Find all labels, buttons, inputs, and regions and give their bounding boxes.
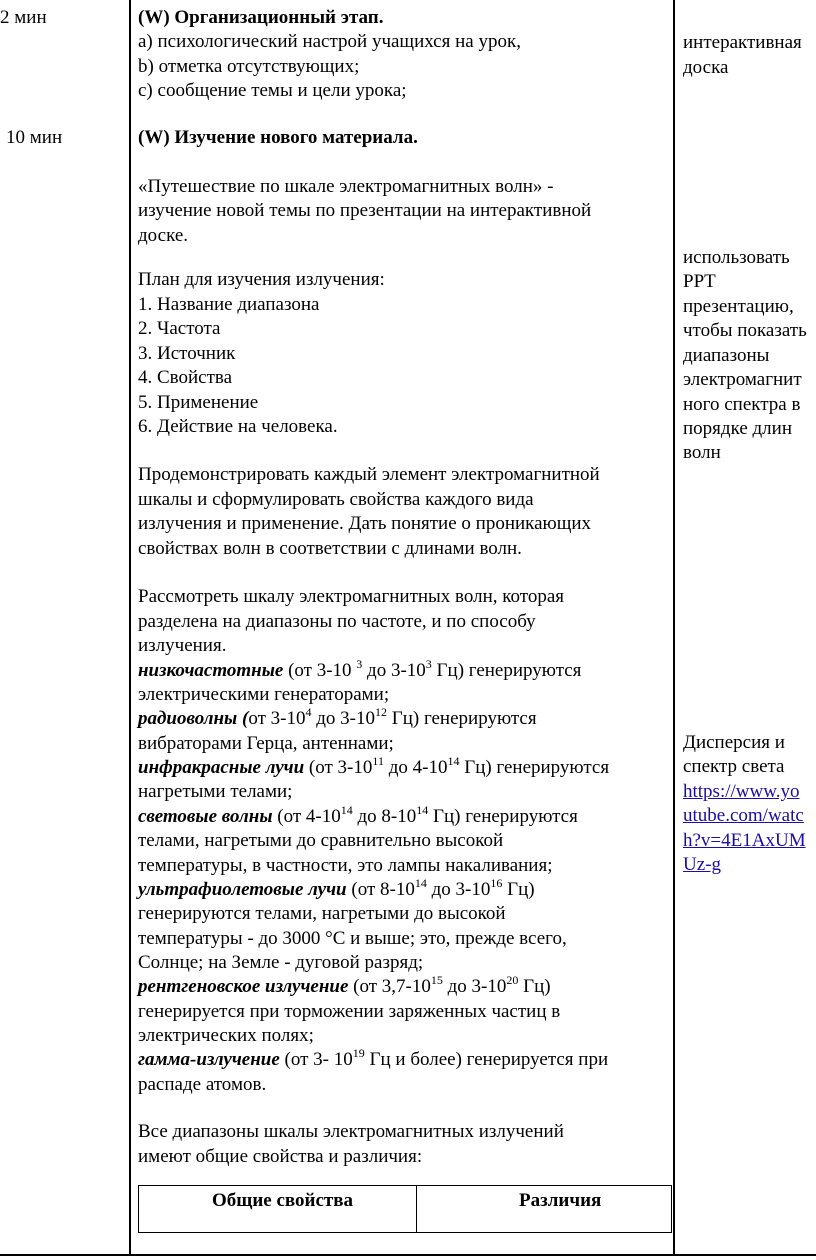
demo-line: шкалы и сформулировать свойства каждого вида: [138, 489, 534, 510]
demo-line: свойствах волн в соответствии с длинами волн.: [138, 538, 522, 559]
plan-item: 1. Название диапазона: [138, 294, 320, 315]
row-time: 2 мин: [0, 7, 47, 28]
band-low-line2: электрическими генераторами;: [138, 684, 390, 705]
band-exponent: 14: [416, 802, 429, 817]
band-gamma-line2: распаде атомов.: [138, 1074, 267, 1095]
band-exponent: 11: [372, 753, 384, 768]
band-xray-line2: генерируется при торможении заряженных частиц в: [138, 1001, 561, 1022]
video-link[interactable]: h?v=4E1AxUM: [683, 830, 806, 851]
band-name: ультрафиолетовые лучи: [138, 879, 347, 900]
summary-line: Все диапазоны шкалы электромагнитных излучений: [138, 1121, 564, 1142]
video-link[interactable]: https://www.yo: [683, 781, 800, 802]
resource-text: ного спектра в: [683, 394, 801, 415]
band-range: (от 3-10: [283, 660, 357, 681]
scale-line: разделена на диапазоны по частоте, и по способу: [138, 611, 536, 632]
band-infrared-line: [138, 753, 610, 781]
demo-line: Продемонстрировать каждый элемент электромагнитной: [138, 464, 600, 485]
band-text: Гц): [502, 879, 535, 900]
stage-title: (W) Организационный этап.: [138, 7, 384, 28]
plan-title: План для изучения излучения:: [138, 269, 385, 290]
stage-title: (W) Изучение нового материала.: [138, 127, 418, 148]
band-visible-line3: температуры, в частности, это лампы накаливания;: [138, 855, 553, 876]
band-exponent: 16: [490, 875, 503, 890]
demo-line: излучения и применение. Дать понятие о проникающих: [138, 513, 592, 534]
band-exponent: 15: [430, 972, 443, 987]
band-uv-line2: генерируются телами, нагретыми до высокой: [138, 903, 506, 924]
band-range: до 8-10: [352, 806, 417, 827]
resource-text: презентацию,: [683, 296, 794, 317]
band-uv-line: [138, 875, 535, 903]
band-text: Гц) генерируются: [459, 757, 610, 778]
band-name: рентгеновское излучение: [138, 976, 349, 997]
stage-item: c) сообщение темы и цели урока;: [138, 80, 407, 101]
resource-text: электромагнит: [683, 369, 802, 390]
resource-text: спектр света: [683, 756, 785, 777]
band-name: инфракрасные лучи: [138, 757, 305, 778]
band-name: световые волны: [138, 806, 273, 827]
band-exponent: 3: [425, 656, 432, 671]
band-range: (от 3,7-10: [348, 976, 431, 997]
band-xray-line3: электрических полях;: [138, 1025, 314, 1046]
band-exponent: 4: [305, 704, 312, 719]
band-exponent: 20: [506, 972, 519, 987]
band-exponent: 14: [447, 753, 460, 768]
band-range: (от 3-10: [304, 757, 373, 778]
column-divider-resources: [673, 0, 675, 1256]
band-range: до 3-10: [442, 976, 507, 997]
resource-text: порядке длин: [683, 418, 792, 439]
band-name: радиоволны (: [138, 708, 249, 729]
resource-text: доска: [683, 57, 729, 78]
intro-line: изучение новой темы по презентации на интерактивной: [138, 200, 592, 221]
plan-item: 4. Свойства: [138, 367, 233, 388]
band-low-line: [138, 656, 582, 684]
band-exponent: 12: [374, 704, 387, 719]
band-visible-line: [138, 802, 578, 830]
band-text: Гц) генерируются: [431, 660, 582, 681]
band-range: до 3-10: [426, 879, 491, 900]
band-text: Гц и более) генерируется при: [364, 1049, 609, 1070]
band-infrared-line2: нагретыми телами;: [138, 781, 293, 802]
band-range: от 3-10: [248, 708, 306, 729]
resource-text: использовать: [683, 247, 790, 268]
resource-text: PPT: [683, 271, 716, 292]
band-range: до 4-10: [383, 757, 448, 778]
band-uv-line3: температуры - до 3000 °С и выше; это, прежде всего,: [138, 928, 567, 949]
intro-line: «Путешествие по шкале электромагнитных волн» -: [138, 176, 554, 197]
band-xray-line: [138, 972, 551, 1000]
band-visible-line2: телами, нагретыми до сравнительно высокой: [138, 830, 504, 851]
band-range: (от 4-10: [272, 806, 341, 827]
band-range: (от 8-10: [346, 879, 415, 900]
band-range: до 3-10: [311, 708, 375, 729]
band-name: гамма-излучение: [138, 1049, 280, 1070]
band-text: Гц) генерируются: [386, 708, 537, 729]
band-exponent: 19: [352, 1045, 365, 1060]
properties-table-divider: [416, 1185, 417, 1233]
band-name: низкочастотные: [138, 660, 284, 681]
stage-item: а) психологический настрой учащихся на урок,: [138, 31, 521, 52]
stage-item: b) отметка отсутствующих;: [138, 56, 360, 77]
band-exponent: 14: [414, 875, 427, 890]
band-gamma-line: [138, 1045, 609, 1073]
summary-line: имеют общие свойства и различия:: [138, 1146, 423, 1167]
band-uv-line4: Солнце; на Земле - дуговой разряд;: [138, 952, 424, 973]
intro-line: доске.: [138, 225, 189, 246]
scale-line: Рассмотреть шкалу электромагнитных волн, которая: [138, 586, 565, 607]
resource-text: диапазоны: [683, 345, 770, 366]
band-radio-line2: вибраторами Герца, антеннами;: [138, 733, 394, 754]
resource-text: волн: [683, 442, 721, 463]
band-range: до 3-10: [362, 660, 426, 681]
plan-item: 2. Частота: [138, 318, 221, 339]
band-range: (от 3- 10: [279, 1049, 353, 1070]
plan-item: 5. Применение: [138, 392, 259, 413]
row-time: 10 мин: [6, 127, 63, 148]
band-text: Гц) генерируются: [428, 806, 578, 827]
plan-item: 6. Действие на человека.: [138, 416, 338, 437]
band-text: Гц): [518, 976, 551, 997]
video-link[interactable]: utube.com/watc: [683, 805, 804, 826]
plan-item: 3. Источник: [138, 343, 236, 364]
column-divider-time: [129, 0, 131, 1256]
band-exponent: 14: [340, 802, 353, 817]
resource-text: Дисперсия и: [683, 732, 785, 753]
scale-line: излучения.: [138, 635, 227, 656]
band-exponent: 3: [356, 656, 363, 671]
resource-text: интерактивная: [683, 32, 802, 53]
band-radio-line: [138, 704, 537, 732]
resource-text: чтобы показать: [683, 320, 807, 341]
table-header-differences: Различия: [519, 1190, 602, 1211]
table-header-common: Общие свойства: [212, 1190, 353, 1211]
table-bottom-border: [0, 1254, 816, 1256]
video-link[interactable]: Uz-g: [683, 854, 721, 875]
